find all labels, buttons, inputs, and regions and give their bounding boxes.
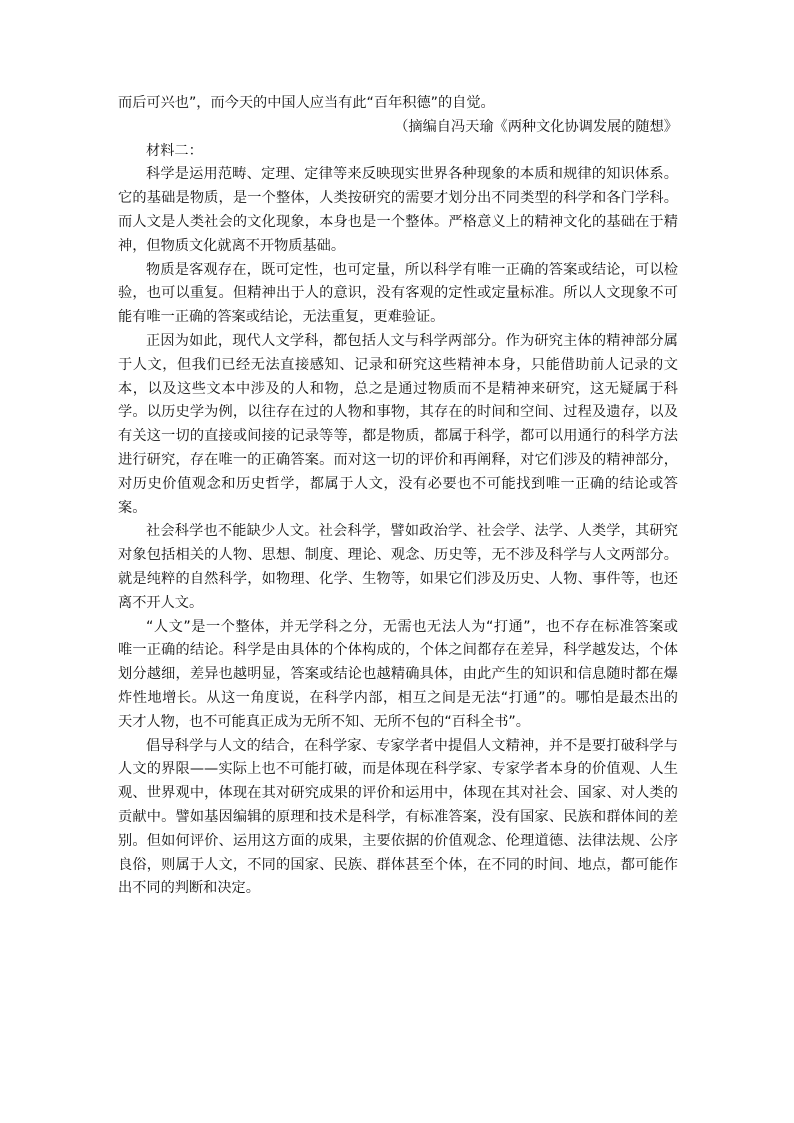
text-line: 炸性地增长。从这一角度说，在科学内部，相互之间是无法“打通”的。哪怕是最杰出的 xyxy=(118,689,678,706)
text-line: 对象包括相关的人物、思想、制度、理论、观念、历史等，无不涉及科学与人文两部分。 xyxy=(118,547,678,564)
text-line: 于人文，但我们已经无法直接感知、记录和研究这些精神本身，只能借助前人记录的文 xyxy=(118,356,678,373)
text-line: 材料二： xyxy=(146,142,203,159)
paragraph xyxy=(118,735,678,902)
text-line: 科学是运用范畴、定理、定律等来反映现实世界各种现象的本质和规律的知识体系。 xyxy=(146,166,678,183)
paragraph-continuation xyxy=(118,92,678,116)
text-line: 社会科学也不能缺少人文。社会科学，譬如政治学、社会学、法学、人类学，其研究 xyxy=(146,523,678,540)
text-line: “人文”是一个整体，并无学科之分，无需也无法人为“打通”，也不存在标准答案或 xyxy=(146,618,678,635)
text-line: 唯一正确的结论。科学是由具体的个体构成的，个体之间都存在差异，科学越发达，个体 xyxy=(118,642,678,659)
paragraph xyxy=(118,616,678,735)
text-line: 而人文是人类社会的文化现象，本身也是一个整体。严格意义上的精神文化的基础在于精 xyxy=(118,213,678,230)
document-body xyxy=(118,92,678,901)
text-line: 良俗，则属于人文，不同的国家、民族、群体甚至个体，在不同的时间、地点，都可能作 xyxy=(118,856,678,873)
text-line: 划分越细，差异也越明显，答案或结论也越精确具体，由此产生的知识和信息随时都在爆 xyxy=(118,666,678,683)
text-line: 本，以及这些文本中涉及的人和物，总之是通过物质而不是精神来研究，这无疑属于科 xyxy=(118,380,678,397)
text-line: 观、世界观中，体现在其对研究成果的评价和运用中，体现在其对社会、国家、对人类的 xyxy=(118,785,678,802)
text-line: 离不开人文。 xyxy=(118,594,204,611)
paragraph xyxy=(118,259,678,330)
text-line: 它的基础是物质，是一个整体，人类按研究的需要才划分出不同类型的科学和各门学科。 xyxy=(118,190,678,207)
text-line: 有关这一切的直接或间接的记录等等，都是物质，都属于科学，都可以用通行的科学方法 xyxy=(118,428,678,445)
source-citation xyxy=(118,116,678,140)
text-line: 人文的界限——实际上也不可能打破，而是体现在科学家、专家学者本身的价值观、人生 xyxy=(118,761,678,778)
text-line: 而后可兴也”，而今天的中国人应当有此“百年积德”的自觉。 xyxy=(118,95,495,111)
text-line: 就是纯粹的自然科学，如物理、化学、生物等，如果它们涉及历史、人物、事件等，也还 xyxy=(118,570,678,587)
text-line: 正因为如此，现代人文学科，都包括人文与科学两部分。作为研究主体的精神部分属 xyxy=(146,332,678,349)
text-line: 验，也可以重复。但精神出于人的意识，没有客观的定性或定量标准。所以人文现象不可 xyxy=(118,285,678,302)
text-line: 能有唯一正确的答案或结论，无法重复，更难验证。 xyxy=(118,309,445,326)
text-line: 学。以历史学为例，以往存在过的人物和事物，其存在的时间和空间、过程及遗存，以及 xyxy=(118,404,678,421)
text-line: 别。但如何评价、运用这方面的成果，主要依据的价值观念、伦理道德、法律法规、公序 xyxy=(118,832,678,849)
paragraph xyxy=(118,520,678,615)
text-line: 天才人物，也不可能真正成为无所不知、无所不包的“百科全书”。 xyxy=(118,713,530,730)
text-line: 案。 xyxy=(118,499,147,516)
text-line: 进行研究，存在唯一的正确答案。而对这一切的评价和再阐释，对它们涉及的精神部分， xyxy=(118,451,678,468)
section-label xyxy=(118,140,678,164)
text-line: 贡献中。譬如基因编辑的原理和技术是科学，有标准答案，没有国家、民族和群体间的差 xyxy=(118,808,678,825)
paragraph xyxy=(118,163,678,258)
paragraph xyxy=(118,330,678,520)
text-line: 出不同的判断和决定。 xyxy=(118,880,260,897)
text-line: （摘编自冯天瑜《两种文化协调发展的随想》 xyxy=(394,118,678,135)
text-line: 物质是客观存在，既可定性，也可定量，所以科学有唯一正确的答案或结论，可以检 xyxy=(146,261,678,278)
text-line: 神，但物质文化就离不开物质基础。 xyxy=(118,237,346,254)
text-line: 倡导科学与人文的结合，在科学家、专家学者中提倡人文精神，并不是要打破科学与 xyxy=(146,737,678,754)
text-line: 对历史价值观念和历史哲学，都属于人文，没有必要也不可能找到唯一正确的结论或答 xyxy=(118,475,678,492)
